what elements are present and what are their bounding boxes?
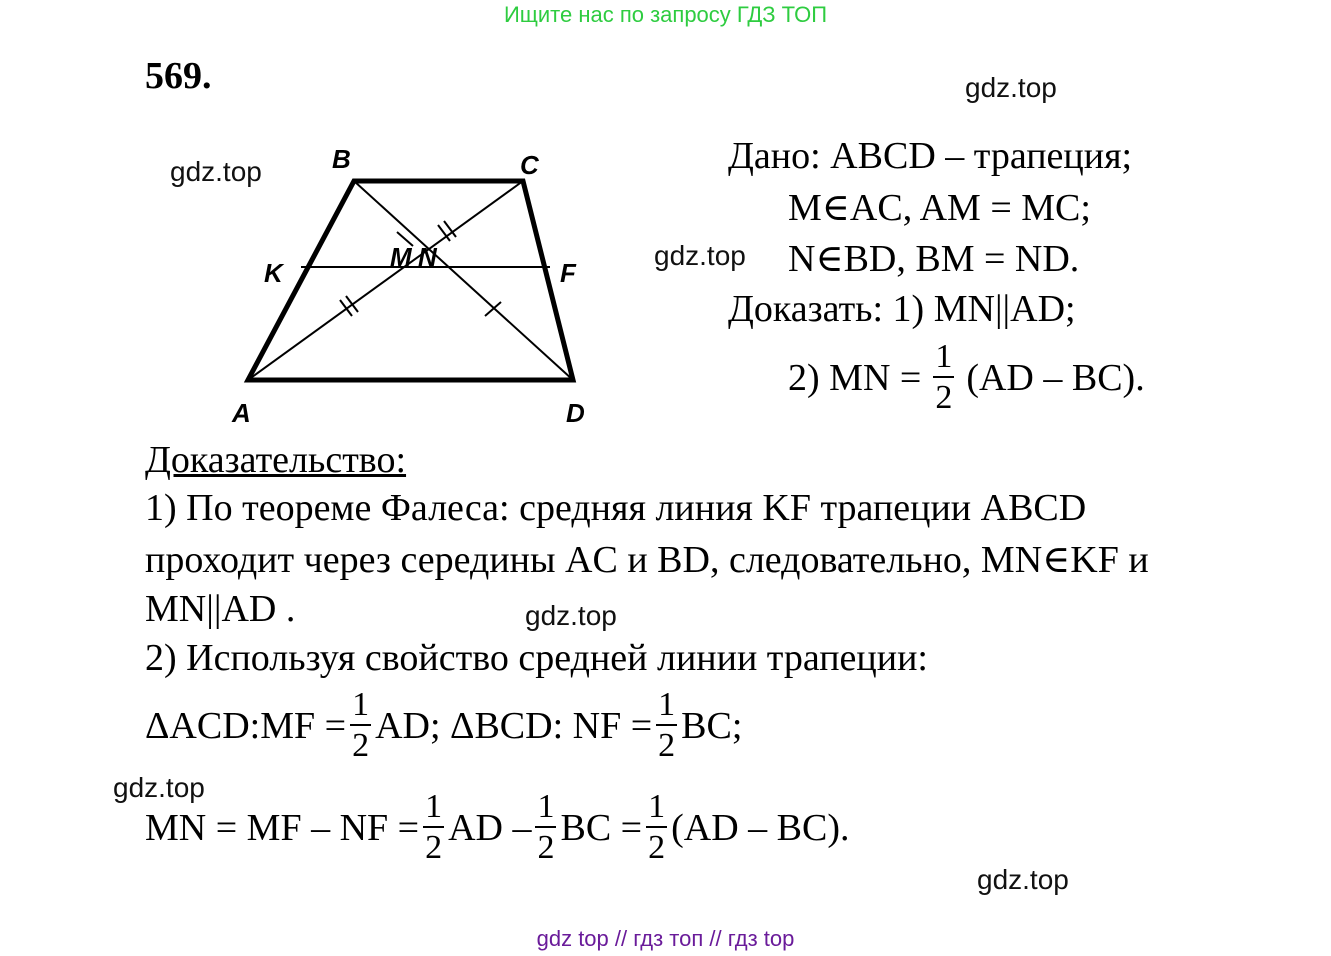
footer-links[interactable]: gdz top // гдз топ // гдз top — [536, 926, 795, 951]
eq2-part-b: AD – — [448, 806, 532, 849]
eq2-part-d: (AD – BC). — [671, 806, 850, 849]
eq1-part-a: ΔACD:MF = — [145, 704, 347, 747]
prove-line-1: Доказать: 1) MN||AD; — [728, 288, 1076, 330]
proof-heading: Доказательство: — [145, 439, 407, 481]
trapezoid-outline — [248, 181, 573, 380]
label-k: K — [264, 258, 283, 288]
label-a: A — [232, 398, 251, 428]
prove-line-2 — [788, 340, 1145, 415]
label-f: F — [560, 258, 576, 288]
prove-line-2-post: (AD – BC). — [966, 356, 1145, 399]
given-line-2: M∈AC, AM = MC; — [788, 187, 1091, 229]
fraction: $\frac{1}{2}$ — [935, 338, 953, 416]
trapezoid-figure — [220, 140, 620, 440]
eq1-part-b: AD; ΔBCD: NF = — [375, 704, 653, 747]
proof-line-3: MN||AD . — [145, 588, 296, 630]
eq2-part-a: MN = MF – NF = — [145, 806, 420, 849]
given-line-3: N∈BD, BM = ND. — [788, 238, 1080, 280]
eq2-part-c: BC = — [560, 806, 643, 849]
proof-line-2: проходит через середины AC и BD, следовательно, MN∈KF и — [145, 539, 1149, 581]
label-m: M — [390, 242, 412, 272]
given-line-1: Дано: ABCD – трапеция; — [728, 135, 1133, 177]
label-b: B — [332, 144, 351, 174]
prove-line-2-pre: 2) MN = — [788, 356, 922, 399]
equation-1 — [145, 688, 742, 763]
fraction: $\frac{1}{2}$ — [648, 788, 666, 866]
fraction: $\frac{1}{2}$ — [658, 686, 676, 764]
label-c: C — [520, 150, 539, 180]
proof-line-4: 2) Используя свойство средней линии трапеции: — [145, 637, 928, 679]
problem-number: 569. — [145, 55, 212, 97]
watermark: gdz.top — [654, 240, 746, 271]
label-d: D — [566, 398, 585, 428]
watermark: gdz.top — [977, 864, 1069, 895]
equation-2 — [145, 790, 850, 865]
watermark: gdz.top — [525, 600, 617, 631]
fraction: $\frac{1}{2}$ — [425, 788, 443, 866]
eq1-part-c: BC; — [681, 704, 743, 747]
fraction: $\frac{1}{2}$ — [537, 788, 555, 866]
watermark: gdz.top — [965, 72, 1057, 103]
label-n: N — [418, 242, 437, 272]
fraction: $\frac{1}{2}$ — [352, 686, 370, 764]
watermark: gdz.top — [113, 772, 205, 803]
watermark: gdz.top — [170, 156, 262, 187]
proof-line-1: 1) По теореме Фалеса: средняя линия KF трапеции ABCD — [145, 487, 1087, 529]
search-banner[interactable]: Ищите нас по запросу ГДЗ ТОП — [503, 2, 828, 27]
tick-mark — [485, 302, 501, 316]
